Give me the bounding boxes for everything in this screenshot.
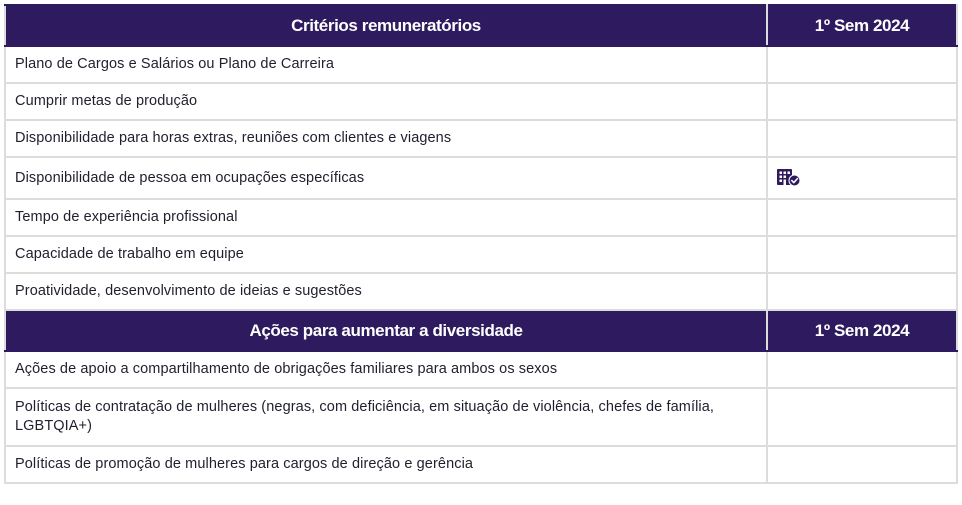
table-row: [5, 120, 957, 157]
table-row: [5, 273, 957, 310]
row-label: Tempo de experiência profissional: [5, 199, 767, 236]
table-row: [5, 236, 957, 273]
row-label: Cumprir metas de produção: [5, 83, 767, 120]
row-value: [767, 120, 957, 157]
table-row: [5, 157, 957, 199]
period-header: 1º Sem 2024: [767, 310, 957, 351]
row-value: [767, 157, 957, 199]
row-label: Políticas de contratação de mulheres (negras, com deficiência, em situação de violência, chefes de família, LGBTQIA+): [5, 388, 767, 446]
row-value: [767, 46, 957, 83]
row-value: [767, 83, 957, 120]
row-value: [767, 273, 957, 310]
section-header-row: [5, 5, 957, 46]
row-value: [767, 351, 957, 388]
row-label: Capacidade de trabalho em equipe: [5, 236, 767, 273]
row-label: Proatividade, desenvolvimento de ideias e sugestões: [5, 273, 767, 310]
report-table-container: [4, 4, 956, 484]
section-title: Critérios remuneratórios: [5, 5, 767, 46]
table-row: [5, 388, 957, 446]
row-label: Plano de Cargos e Salários ou Plano de Carreira: [5, 46, 767, 83]
row-label: Políticas de promoção de mulheres para cargos de direção e gerência: [5, 446, 767, 483]
row-value: [767, 236, 957, 273]
row-value: [767, 446, 957, 483]
table-row: [5, 46, 957, 83]
table-row: [5, 83, 957, 120]
row-label: Ações de apoio a compartilhamento de obrigações familiares para ambos os sexos: [5, 351, 767, 388]
table-row: [5, 199, 957, 236]
section-title: Ações para aumentar a diversidade: [5, 310, 767, 351]
table-row: [5, 446, 957, 483]
section-header-row: [5, 310, 957, 351]
table-row: [5, 351, 957, 388]
building-check-icon: [775, 166, 803, 188]
row-label: Disponibilidade de pessoa em ocupações específicas: [5, 157, 767, 199]
period-header: 1º Sem 2024: [767, 5, 957, 46]
row-label: Disponibilidade para horas extras, reuniões com clientes e viagens: [5, 120, 767, 157]
row-value: [767, 388, 957, 446]
row-value: [767, 199, 957, 236]
criteria-table: [4, 4, 958, 484]
